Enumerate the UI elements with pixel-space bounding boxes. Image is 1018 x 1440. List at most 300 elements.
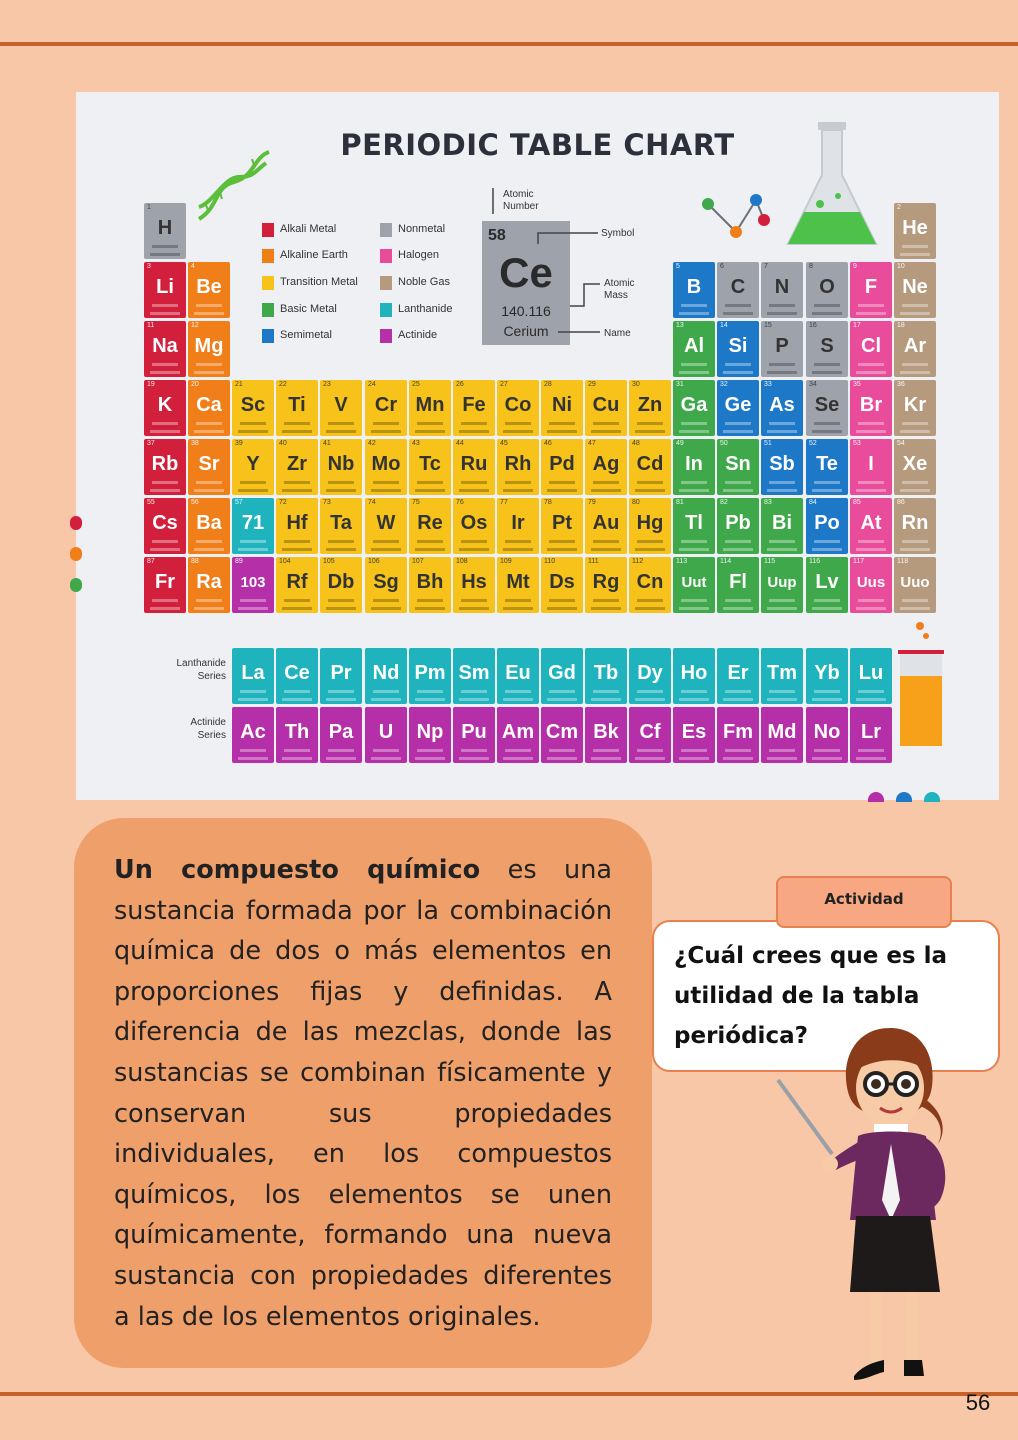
- element-cell-sn: [717, 439, 759, 495]
- element-number: 5: [676, 263, 680, 270]
- element-number: 106: [368, 558, 380, 565]
- element-cell-bh: [409, 557, 451, 613]
- element-symbol: Cr: [374, 394, 398, 416]
- element-symbol: Lu: [858, 662, 884, 684]
- element-symbol: Pm: [414, 662, 446, 684]
- element-number: 107: [412, 558, 424, 565]
- element-cell-te: [806, 439, 848, 495]
- element-number: 81: [676, 499, 684, 506]
- element-symbol: Rh: [504, 453, 532, 475]
- element-number: 39: [235, 440, 243, 447]
- element-symbol: N: [774, 276, 790, 298]
- key-label-atomic-number: Atomic Number: [503, 189, 539, 212]
- element-number: 75: [412, 499, 420, 506]
- element-number: 29: [588, 381, 596, 388]
- element-cell-zn: [629, 380, 671, 436]
- element-number: 54: [897, 440, 905, 447]
- element-number: 48: [632, 440, 640, 447]
- element-number: 13: [676, 322, 684, 329]
- element-symbol: Tc: [419, 453, 441, 475]
- element-symbol: Np: [416, 721, 444, 743]
- element-symbol: Sm: [458, 662, 490, 684]
- element-cell-ca: [188, 380, 230, 436]
- element-cell-co: [497, 380, 539, 436]
- element-symbol: Al: [684, 335, 704, 357]
- element-symbol: Li: [156, 276, 174, 298]
- element-number: 74: [368, 499, 376, 506]
- periodic-table-image: [76, 92, 999, 800]
- element-cell-ac: [232, 707, 274, 763]
- element-symbol: Cn: [636, 571, 664, 593]
- element-number: 117: [853, 558, 865, 565]
- element-cell-se: [806, 380, 848, 436]
- key-label-atomic-mass: Atomic Mass: [604, 278, 635, 301]
- element-symbol: I: [868, 453, 874, 475]
- element-symbol: Dy: [637, 662, 663, 684]
- element-cell-er: [717, 648, 759, 704]
- element-symbol: Am: [501, 721, 535, 743]
- element-number: 109: [500, 558, 512, 565]
- element-cell-pb: [717, 498, 759, 554]
- element-symbol: Be: [196, 276, 222, 298]
- element-symbol: Md: [767, 721, 797, 743]
- element-cell-th: [276, 707, 318, 763]
- element-cell-sm: [453, 648, 495, 704]
- element-cell-sb: [761, 439, 803, 495]
- element-number: 86: [897, 499, 905, 506]
- element-number: 30: [632, 381, 640, 388]
- element-symbol: V: [334, 394, 348, 416]
- element-cell-ti: [276, 380, 318, 436]
- element-number: 2: [897, 204, 901, 211]
- element-cell-no: [806, 707, 848, 763]
- element-cell-mn: [409, 380, 451, 436]
- element-cell-ra: [188, 557, 230, 613]
- element-symbol: Zr: [287, 453, 307, 475]
- element-symbol: Ta: [330, 512, 352, 534]
- element-number: 37: [147, 440, 155, 447]
- element-cell-lu: [850, 648, 892, 704]
- element-cell-li: [144, 262, 186, 318]
- top-rule: [0, 42, 1018, 46]
- element-cell-fr: [144, 557, 186, 613]
- element-cell-tl: [673, 498, 715, 554]
- element-cell-103: [232, 557, 274, 613]
- element-number: 118: [897, 558, 909, 565]
- element-number: 89: [235, 558, 243, 565]
- element-symbol: Th: [284, 721, 310, 743]
- element-cell-hf: [276, 498, 318, 554]
- element-symbol: Rf: [286, 571, 308, 593]
- element-symbol: Po: [814, 512, 840, 534]
- element-symbol: Na: [152, 335, 178, 357]
- element-number: 32: [720, 381, 728, 388]
- element-symbol: Uuo: [900, 574, 930, 591]
- element-cell-tb: [585, 648, 627, 704]
- element-number: 42: [368, 440, 376, 447]
- bottom-dots: [868, 792, 944, 802]
- element-symbol: Pb: [725, 512, 751, 534]
- element-number: 104: [279, 558, 291, 565]
- legend-item: Basic Metal: [262, 300, 402, 320]
- element-cell-c: [717, 262, 759, 318]
- element-cell-uus: [850, 557, 892, 613]
- element-cell-y: [232, 439, 274, 495]
- element-number: 85: [853, 499, 861, 506]
- element-number: 80: [632, 499, 640, 506]
- element-symbol: S: [820, 335, 834, 357]
- element-cell-na: [144, 321, 186, 377]
- teacher-illustration: [770, 1020, 1010, 1390]
- element-number: 34: [809, 381, 817, 388]
- element-cell-os: [453, 498, 495, 554]
- element-symbol: Cu: [592, 394, 620, 416]
- element-symbol: Ac: [240, 721, 266, 743]
- element-symbol: Y: [246, 453, 260, 475]
- element-symbol: Os: [460, 512, 488, 534]
- element-symbol: Hg: [636, 512, 664, 534]
- element-number: 79: [588, 499, 596, 506]
- element-number: 113: [676, 558, 688, 565]
- molecule-icon: [698, 188, 770, 252]
- legend-item: Lanthanide: [380, 300, 520, 320]
- element-number: 7: [764, 263, 768, 270]
- element-symbol: Bk: [593, 721, 619, 743]
- element-number: 83: [764, 499, 772, 506]
- element-symbol: Uut: [681, 574, 707, 591]
- element-symbol: Bi: [772, 512, 792, 534]
- element-cell-rf: [276, 557, 318, 613]
- element-cell-am: [497, 707, 539, 763]
- element-cell-pm: [409, 648, 451, 704]
- element-symbol: Cf: [639, 721, 661, 743]
- element-cell-ne: [894, 262, 936, 318]
- element-cell-cu: [585, 380, 627, 436]
- element-symbol: Ra: [196, 571, 222, 593]
- element-number: 27: [500, 381, 508, 388]
- legend-item: Alkaline Earth: [262, 246, 402, 266]
- element-number: 47: [588, 440, 596, 447]
- element-symbol: At: [860, 512, 882, 534]
- element-cell-k: [144, 380, 186, 436]
- element-cell-si: [717, 321, 759, 377]
- element-number: 25: [412, 381, 420, 388]
- element-symbol: Sn: [725, 453, 751, 475]
- element-number: 52: [809, 440, 817, 447]
- element-number: 114: [720, 558, 732, 565]
- element-number: 15: [764, 322, 772, 329]
- key-number: 58: [488, 227, 506, 244]
- element-symbol: Ti: [288, 394, 306, 416]
- element-cell-i: [850, 439, 892, 495]
- element-cell-ag: [585, 439, 627, 495]
- element-number: 77: [500, 499, 508, 506]
- element-cell-cl: [850, 321, 892, 377]
- element-symbol: P: [775, 335, 789, 357]
- element-cell-he: [894, 203, 936, 259]
- element-symbol: Ca: [196, 394, 222, 416]
- element-symbol: Uus: [856, 574, 886, 591]
- element-cell-mg: [188, 321, 230, 377]
- element-number: 14: [720, 322, 728, 329]
- element-number: 6: [720, 263, 724, 270]
- element-symbol: Pr: [330, 662, 352, 684]
- element-cell-as: [761, 380, 803, 436]
- element-number: 4: [191, 263, 195, 270]
- element-number: 78: [544, 499, 552, 506]
- element-cell-ta: [320, 498, 362, 554]
- legend-item: Semimetal: [262, 326, 402, 346]
- legend-item: Actinide: [380, 326, 520, 346]
- element-symbol: Rn: [901, 512, 929, 534]
- element-cell-be: [188, 262, 230, 318]
- element-symbol: Sr: [198, 453, 220, 475]
- activity-label: Actividad: [824, 890, 904, 908]
- element-cell-ds: [541, 557, 583, 613]
- element-symbol: Fr: [155, 571, 175, 593]
- element-cell-o: [806, 262, 848, 318]
- element-cell-n: [761, 262, 803, 318]
- element-symbol: Ir: [511, 512, 525, 534]
- element-cell-rg: [585, 557, 627, 613]
- element-cell-au: [585, 498, 627, 554]
- element-symbol: Pa: [328, 721, 354, 743]
- element-symbol: U: [378, 721, 394, 743]
- element-symbol: Ce: [284, 662, 310, 684]
- definition-box: [74, 818, 652, 1368]
- element-cell-mt: [497, 557, 539, 613]
- element-symbol: Db: [327, 571, 355, 593]
- element-symbol: Uup: [767, 574, 797, 591]
- element-symbol: Ne: [902, 276, 928, 298]
- element-cell-cr: [365, 380, 407, 436]
- element-number: 20: [191, 381, 199, 388]
- legend-item: Alkali Metal: [262, 220, 402, 240]
- element-number: 45: [500, 440, 508, 447]
- element-cell-in: [673, 439, 715, 495]
- element-number: 38: [191, 440, 199, 447]
- element-number: 11: [147, 322, 155, 329]
- key-symbol: Ce: [499, 249, 553, 296]
- element-number: 44: [456, 440, 464, 447]
- element-symbol: Zn: [637, 394, 663, 416]
- element-symbol: Kr: [903, 394, 927, 416]
- element-symbol: Nd: [372, 662, 400, 684]
- element-cell-fe: [453, 380, 495, 436]
- element-symbol: 71: [241, 512, 265, 534]
- element-number: 18: [897, 322, 905, 329]
- element-number: 57: [235, 499, 243, 506]
- element-cell-dy: [629, 648, 671, 704]
- element-cell-eu: [497, 648, 539, 704]
- element-number: 56: [191, 499, 199, 506]
- element-number: 23: [323, 381, 331, 388]
- element-cell-la: [232, 648, 274, 704]
- element-cell-ce: [276, 648, 318, 704]
- element-cell-w: [365, 498, 407, 554]
- element-cell-xe: [894, 439, 936, 495]
- element-cell-zr: [276, 439, 318, 495]
- element-cell-uut: [673, 557, 715, 613]
- element-symbol: Lr: [861, 721, 881, 743]
- element-symbol: Ho: [680, 662, 708, 684]
- element-symbol: Ga: [680, 394, 708, 416]
- page-number: 56: [965, 1390, 991, 1415]
- element-number: 28: [544, 381, 552, 388]
- element-number: 8: [809, 263, 813, 270]
- element-symbol: Eu: [505, 662, 531, 684]
- element-symbol: Sg: [373, 571, 399, 593]
- element-symbol: Cl: [861, 335, 881, 357]
- element-symbol: Co: [504, 394, 532, 416]
- element-symbol: Gd: [548, 662, 576, 684]
- legend-item: Transition Metal: [262, 273, 402, 293]
- element-cell-db: [320, 557, 362, 613]
- element-symbol: Pt: [552, 512, 572, 534]
- element-number: 108: [456, 558, 468, 565]
- element-cell-cn: [629, 557, 671, 613]
- element-cell-71: [232, 498, 274, 554]
- element-cell-hg: [629, 498, 671, 554]
- legend-item: Halogen: [380, 246, 520, 266]
- element-symbol: W: [376, 512, 396, 534]
- element-symbol: Hf: [286, 512, 308, 534]
- element-number: 33: [764, 381, 772, 388]
- element-symbol: Tl: [685, 512, 703, 534]
- element-symbol: Ru: [460, 453, 488, 475]
- element-cell-at: [850, 498, 892, 554]
- element-number: 84: [809, 499, 817, 506]
- element-symbol: Fe: [462, 394, 486, 416]
- element-number: 19: [147, 381, 155, 388]
- element-cell-ni: [541, 380, 583, 436]
- element-number: 10: [897, 263, 905, 270]
- element-symbol: Re: [417, 512, 443, 534]
- element-cell-nb: [320, 439, 362, 495]
- element-symbol: Sb: [769, 453, 795, 475]
- element-number: 49: [676, 440, 684, 447]
- element-cell-lr: [850, 707, 892, 763]
- element-number: 3: [147, 263, 151, 270]
- element-cell-re: [409, 498, 451, 554]
- element-symbol: Rg: [592, 571, 620, 593]
- element-cell-ba: [188, 498, 230, 554]
- element-symbol: Au: [592, 512, 620, 534]
- element-cell-cd: [629, 439, 671, 495]
- element-number: 88: [191, 558, 199, 565]
- element-number: 76: [456, 499, 464, 506]
- element-symbol: Pu: [461, 721, 487, 743]
- element-cell-al: [673, 321, 715, 377]
- element-number: 21: [235, 381, 243, 388]
- element-cell-md: [761, 707, 803, 763]
- element-cell-bk: [585, 707, 627, 763]
- element-symbol: Mt: [506, 571, 530, 593]
- element-cell-cm: [541, 707, 583, 763]
- element-number: 1: [147, 204, 151, 211]
- element-number: 12: [191, 322, 199, 329]
- element-cell-ho: [673, 648, 715, 704]
- element-number: 17: [853, 322, 861, 329]
- element-cell-pd: [541, 439, 583, 495]
- element-cell-lv: [806, 557, 848, 613]
- element-symbol: No: [813, 721, 841, 743]
- element-cell-gd: [541, 648, 583, 704]
- element-number: 116: [809, 558, 821, 565]
- element-number: 40: [279, 440, 287, 447]
- element-number: 82: [720, 499, 728, 506]
- element-number: 87: [147, 558, 155, 565]
- element-cell-es: [673, 707, 715, 763]
- definition-text: [114, 850, 612, 1337]
- element-number: 16: [809, 322, 817, 329]
- element-cell-br: [850, 380, 892, 436]
- element-symbol: Rb: [151, 453, 179, 475]
- element-cell-yb: [806, 648, 848, 704]
- element-number: 36: [897, 381, 905, 388]
- element-symbol: Er: [727, 662, 749, 684]
- element-symbol: Mn: [415, 394, 445, 416]
- element-symbol: F: [864, 276, 878, 298]
- actinide-series-label: Actinide Series: [190, 717, 226, 741]
- element-cell-f: [850, 262, 892, 318]
- element-number: 35: [853, 381, 861, 388]
- element-cell-ga: [673, 380, 715, 436]
- element-cell-s: [806, 321, 848, 377]
- key-label-name: Name: [604, 328, 631, 339]
- element-number: 55: [147, 499, 155, 506]
- element-cell-nd: [365, 648, 407, 704]
- element-cell-cs: [144, 498, 186, 554]
- element-cell-uup: [761, 557, 803, 613]
- element-cell-rb: [144, 439, 186, 495]
- element-cell-np: [409, 707, 451, 763]
- element-symbol: Yb: [814, 662, 840, 684]
- element-symbol: In: [685, 453, 703, 475]
- element-cell-sg: [365, 557, 407, 613]
- element-number: 115: [764, 558, 776, 565]
- element-symbol: Fl: [729, 571, 747, 593]
- element-cell-pa: [320, 707, 362, 763]
- question-text: ¿Cuál crees que es la utilidad de la tabla periódica?: [674, 943, 948, 1049]
- element-symbol: H: [157, 217, 173, 239]
- element-symbol: Br: [859, 394, 883, 416]
- element-number: 112: [632, 558, 644, 565]
- element-cell-po: [806, 498, 848, 554]
- element-cell-pu: [453, 707, 495, 763]
- element-symbol: Ba: [196, 512, 222, 534]
- key-mass: 140.116: [501, 303, 551, 319]
- lanthanide-series-label: Lanthanide Series: [176, 658, 226, 682]
- element-symbol: Cd: [636, 453, 664, 475]
- element-cell-fl: [717, 557, 759, 613]
- element-number: 22: [279, 381, 287, 388]
- element-symbol: O: [819, 276, 835, 298]
- element-cell-tc: [409, 439, 451, 495]
- element-symbol: Lv: [815, 571, 839, 593]
- element-symbol: Mo: [371, 453, 401, 475]
- element-cell-p: [761, 321, 803, 377]
- element-number: 50: [720, 440, 728, 447]
- legend-item: Nonmetal: [380, 220, 520, 240]
- element-number: 111: [588, 558, 599, 565]
- element-cell-ar: [894, 321, 936, 377]
- element-symbol: He: [902, 217, 928, 239]
- element-cell-cf: [629, 707, 671, 763]
- element-number: 53: [853, 440, 861, 447]
- element-symbol: Mg: [194, 335, 224, 357]
- definition-term: Un compuesto químico: [114, 855, 481, 885]
